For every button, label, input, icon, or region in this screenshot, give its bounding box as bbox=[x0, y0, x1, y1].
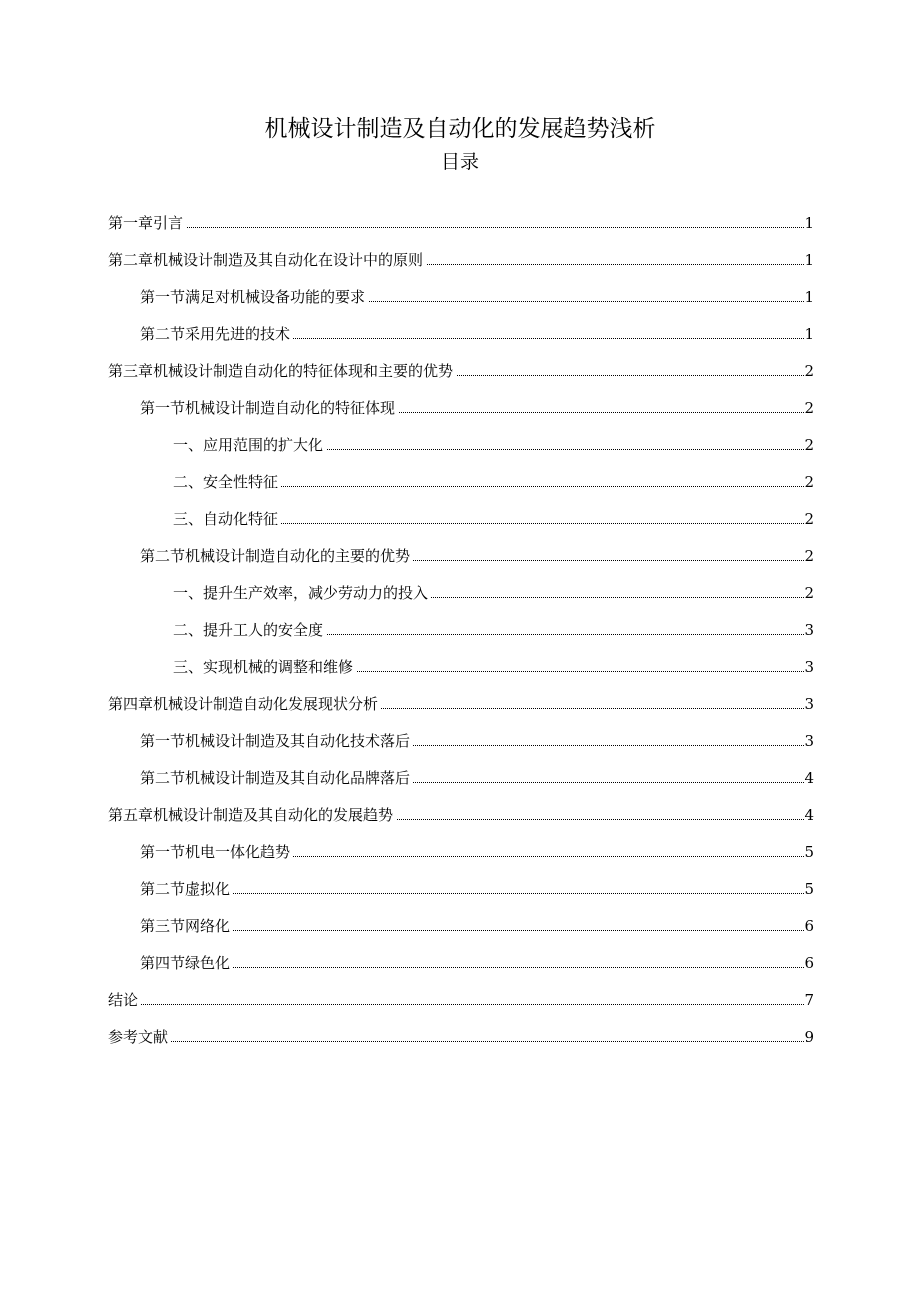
toc-entry-page-number: 2 bbox=[804, 543, 814, 569]
toc-entry[interactable] bbox=[0, 987, 920, 1013]
toc-entry-page-number: 4 bbox=[804, 802, 814, 828]
toc-entry-page-number: 3 bbox=[804, 691, 814, 717]
toc-entry-title: 参考文献 bbox=[108, 1024, 171, 1050]
toc-entry[interactable] bbox=[0, 321, 920, 347]
toc-entry[interactable] bbox=[0, 543, 920, 569]
toc-entry[interactable] bbox=[0, 765, 920, 791]
toc-entry-title: 二、安全性特征 bbox=[173, 469, 281, 495]
toc-entry-page-number: 7 bbox=[804, 987, 814, 1013]
toc-entry[interactable] bbox=[0, 802, 920, 828]
toc-entry[interactable] bbox=[0, 654, 920, 680]
toc-entry-page-number: 2 bbox=[804, 432, 814, 458]
toc-entry[interactable] bbox=[0, 691, 920, 717]
dot-leader bbox=[108, 227, 804, 228]
toc-entry-page-number: 2 bbox=[804, 469, 814, 495]
toc-entry[interactable] bbox=[0, 395, 920, 421]
toc-entry-page-number: 1 bbox=[804, 284, 814, 310]
dot-leader bbox=[140, 930, 804, 931]
toc-entry-page-number: 2 bbox=[804, 358, 814, 384]
toc-entry-title: 第三节网络化 bbox=[140, 913, 233, 939]
dot-leader bbox=[140, 893, 804, 894]
toc-entry-page-number: 2 bbox=[804, 506, 814, 532]
toc-entry-page-number: 4 bbox=[804, 765, 814, 791]
toc-entry-page-number: 6 bbox=[804, 913, 814, 939]
toc-entry-page-number: 1 bbox=[804, 321, 814, 347]
toc-entry-page-number: 2 bbox=[804, 395, 814, 421]
document-title: 机械设计制造及自动化的发展趋势浅析 bbox=[264, 116, 656, 142]
toc-entry-title: 一、应用范围的扩大化 bbox=[173, 432, 326, 458]
toc-entry[interactable] bbox=[0, 617, 920, 643]
toc-entry-title: 第二章机械设计制造及其自动化在设计中的原则 bbox=[108, 247, 426, 273]
toc-entry-title: 结论 bbox=[108, 987, 141, 1013]
toc-entry-page-number: 5 bbox=[804, 876, 814, 902]
toc-entry-title: 第一节满足对机械设备功能的要求 bbox=[140, 284, 368, 310]
toc-entry-title: 一、提升生产效率，减少劳动力的投入 bbox=[173, 580, 431, 606]
toc-entry[interactable] bbox=[0, 728, 920, 754]
toc-entry[interactable] bbox=[0, 1024, 920, 1050]
toc-entry-title: 第四节绿色化 bbox=[140, 950, 233, 976]
toc-entry[interactable] bbox=[0, 358, 920, 384]
toc-entry-title: 第四章机械设计制造自动化发展现状分析 bbox=[108, 691, 381, 717]
toc-entry-title: 第二节采用先进的技术 bbox=[140, 321, 293, 347]
toc-entry-page-number: 3 bbox=[804, 617, 814, 643]
toc-entry[interactable] bbox=[0, 469, 920, 495]
toc-entry-title: 第一章引言 bbox=[108, 210, 186, 236]
toc-entry-title: 第二节机械设计制造自动化的主要的优势 bbox=[140, 543, 413, 569]
toc-entry[interactable] bbox=[0, 247, 920, 273]
toc-entry-title: 第一节机械设计制造及其自动化技术落后 bbox=[140, 728, 413, 754]
toc-entry-title: 第一节机械设计制造自动化的特征体现 bbox=[140, 395, 398, 421]
toc-entry-title: 第一节机电一体化趋势 bbox=[140, 839, 293, 865]
toc-entry-title: 三、实现机械的调整和维修 bbox=[173, 654, 356, 680]
toc-entry-title: 二、提升工人的安全度 bbox=[173, 617, 326, 643]
toc-heading: 目录 bbox=[440, 151, 479, 173]
toc-entry-page-number: 5 bbox=[804, 839, 814, 865]
toc-entry[interactable] bbox=[0, 913, 920, 939]
toc-entry[interactable] bbox=[0, 876, 920, 902]
toc-entry-title: 三、自动化特征 bbox=[173, 506, 281, 532]
toc-entry-page-number: 2 bbox=[804, 580, 814, 606]
toc-entry[interactable] bbox=[0, 210, 920, 236]
toc-entry-title: 第三章机械设计制造自动化的特征体现和主要的优势 bbox=[108, 358, 456, 384]
toc-entry-page-number: 1 bbox=[804, 210, 814, 236]
toc-entry[interactable] bbox=[0, 950, 920, 976]
toc-entry[interactable] bbox=[0, 432, 920, 458]
toc-entry-title: 第五章机械设计制造及其自动化的发展趋势 bbox=[108, 802, 396, 828]
toc-entry-page-number: 3 bbox=[804, 728, 814, 754]
toc-entry-page-number: 9 bbox=[804, 1024, 814, 1050]
dot-leader bbox=[108, 1041, 804, 1042]
toc-entry[interactable] bbox=[0, 506, 920, 532]
toc-entry[interactable] bbox=[0, 839, 920, 865]
toc-entry-page-number: 1 bbox=[804, 247, 814, 273]
toc-entry[interactable] bbox=[0, 284, 920, 310]
dot-leader bbox=[108, 1004, 804, 1005]
toc-entry-page-number: 6 bbox=[804, 950, 814, 976]
toc-entry[interactable] bbox=[0, 580, 920, 606]
toc-entry-page-number: 3 bbox=[804, 654, 814, 680]
toc-entry-title: 第二节机械设计制造及其自动化品牌落后 bbox=[140, 765, 413, 791]
dot-leader bbox=[140, 967, 804, 968]
toc-entry-title: 第二节虚拟化 bbox=[140, 876, 233, 902]
